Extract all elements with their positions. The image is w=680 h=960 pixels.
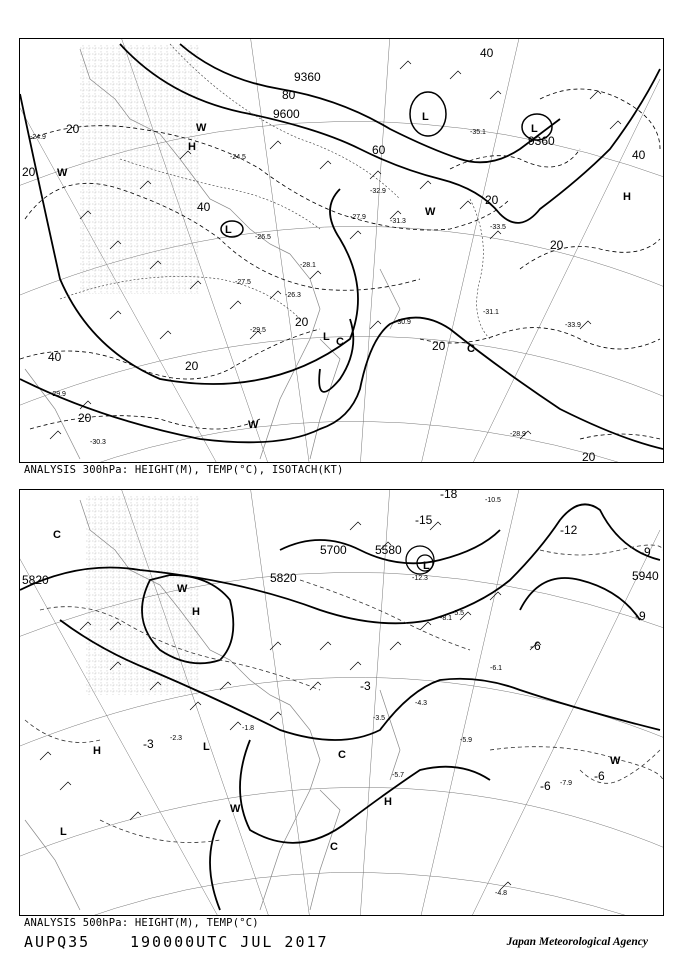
isotach-label: 40 bbox=[632, 148, 646, 162]
warm-center: W bbox=[57, 167, 68, 179]
chart-300hpa-map bbox=[20, 39, 663, 462]
low-center: L bbox=[422, 111, 429, 123]
isotach-label: 20 bbox=[432, 339, 446, 353]
isotherm-label: -15 bbox=[415, 513, 433, 527]
temp-label: -1.8 bbox=[242, 725, 255, 732]
caption-500hpa: ANALYSIS 500hPa: HEIGHT(M), TEMP(°C) bbox=[24, 917, 259, 929]
temp-label: -5.5 bbox=[452, 610, 465, 617]
height-labels bbox=[273, 70, 555, 148]
low-center: L bbox=[60, 826, 67, 838]
height-label: 5820 bbox=[270, 571, 297, 585]
warm-center: W bbox=[177, 583, 188, 595]
temp-label: -7.9 bbox=[560, 780, 573, 787]
temp-label: -35.1 bbox=[470, 129, 486, 136]
warm-center: W bbox=[248, 419, 259, 431]
warm-center: W bbox=[230, 803, 241, 815]
caption-300hpa: ANALYSIS 300hPa: HEIGHT(M), TEMP(°C), ISOTACH(KT) bbox=[24, 464, 344, 476]
temp-label: -32.9 bbox=[370, 188, 386, 195]
isotherm-label: -3 bbox=[143, 737, 154, 751]
temp-label: -27.5 bbox=[235, 279, 251, 286]
height-label: 5940 bbox=[632, 569, 659, 583]
low-center: L bbox=[423, 560, 430, 572]
isotach-label: 20 bbox=[66, 122, 80, 136]
isotach-label: 40 bbox=[480, 46, 494, 60]
height-label: 9600 bbox=[273, 107, 300, 121]
temp-label: -30.9 bbox=[395, 319, 411, 326]
low-center: L bbox=[531, 123, 538, 135]
coastline bbox=[25, 500, 400, 910]
cold-center: C bbox=[338, 749, 346, 761]
high-center: H bbox=[192, 606, 200, 618]
warm-center: W bbox=[610, 755, 621, 767]
height-label: 5580 bbox=[375, 543, 402, 557]
temp-label: -33.5 bbox=[490, 224, 506, 231]
temp-label: -8.1 bbox=[440, 615, 453, 622]
isotach-label: 20 bbox=[550, 238, 564, 252]
chart-500hpa-panel bbox=[19, 489, 664, 916]
isotach-label: 80 bbox=[282, 88, 296, 102]
temp-label: -24.9 bbox=[30, 134, 46, 141]
cold-center: C bbox=[330, 841, 338, 853]
isotherm-label: -6 bbox=[540, 779, 551, 793]
chart-300hpa-panel bbox=[19, 38, 664, 463]
low-center: L bbox=[203, 741, 210, 753]
height-label: 9360 bbox=[528, 134, 555, 148]
temp-label: -24.5 bbox=[230, 154, 246, 161]
temp-label: -29.9 bbox=[50, 391, 66, 398]
cold-center: C bbox=[53, 529, 61, 541]
temp-label: -31.3 bbox=[390, 218, 406, 225]
isotach-label: 20 bbox=[582, 450, 596, 462]
temp-label: -30.3 bbox=[90, 439, 106, 446]
warm-center: W bbox=[425, 206, 436, 218]
isotherm-label: -6 bbox=[594, 769, 605, 783]
temp-label: -5.7 bbox=[392, 772, 405, 779]
isotherm-label: -9 bbox=[635, 609, 646, 623]
temp-label: -5.9 bbox=[460, 737, 473, 744]
isotherm-label: -6 bbox=[530, 639, 541, 653]
high-center: H bbox=[188, 141, 196, 153]
chart-500hpa-map bbox=[20, 490, 663, 915]
valid-time: 190000UTC JUL 2017 bbox=[130, 933, 329, 951]
temp-label: -4.8 bbox=[495, 890, 508, 897]
isotherm-label: -3 bbox=[360, 679, 371, 693]
isotherm-label: -9 bbox=[640, 545, 651, 559]
temp-label: -27.9 bbox=[350, 214, 366, 221]
isotach-label: 20 bbox=[185, 359, 199, 373]
isotherm-label: -12 bbox=[560, 523, 578, 537]
isotherm-label: -18 bbox=[440, 490, 458, 501]
isotach-label: 20 bbox=[295, 315, 309, 329]
isotach-label: 40 bbox=[197, 200, 211, 214]
isotach-label: 60 bbox=[372, 143, 386, 157]
temp-label: -28.1 bbox=[300, 262, 316, 269]
temp-label: -4.3 bbox=[415, 700, 428, 707]
high-center: H bbox=[93, 745, 101, 757]
temp-label: -2.3 bbox=[170, 735, 183, 742]
isotach-label: 40 bbox=[48, 350, 62, 364]
temp-label: -26.3 bbox=[285, 292, 301, 299]
temp-label: -6.1 bbox=[490, 665, 503, 672]
temp-label: -33.9 bbox=[565, 322, 581, 329]
closed-low-contours bbox=[406, 546, 434, 574]
agency-name: Japan Meteorological Agency bbox=[506, 936, 648, 948]
product-code: AUPQ35 bbox=[24, 933, 91, 951]
isotach-label: 20 bbox=[485, 193, 499, 207]
low-center: L bbox=[323, 331, 330, 343]
temp-label: -29.5 bbox=[250, 327, 266, 334]
height-label: 5820 bbox=[22, 573, 49, 587]
high-center: H bbox=[384, 796, 392, 808]
temp-label: -10.5 bbox=[485, 497, 501, 504]
temp-label: -26.5 bbox=[255, 234, 271, 241]
temp-label: -28.9 bbox=[510, 431, 526, 438]
height-label: 9360 bbox=[294, 70, 321, 84]
isotach-label: 20 bbox=[78, 411, 92, 425]
isotach-label: 20 bbox=[22, 165, 36, 179]
warm-center: W bbox=[196, 122, 207, 134]
cold-center: C bbox=[336, 336, 344, 348]
height-label: 5700 bbox=[320, 543, 347, 557]
terrain-shading bbox=[80, 44, 200, 294]
temp-label: -31.1 bbox=[483, 309, 499, 316]
temp-label: -3.5 bbox=[373, 715, 386, 722]
low-center: L bbox=[225, 224, 232, 236]
cold-center: C bbox=[467, 343, 475, 355]
temp-label: -12.3 bbox=[412, 575, 428, 582]
high-center: H bbox=[623, 191, 631, 203]
terrain-shading bbox=[85, 495, 200, 695]
